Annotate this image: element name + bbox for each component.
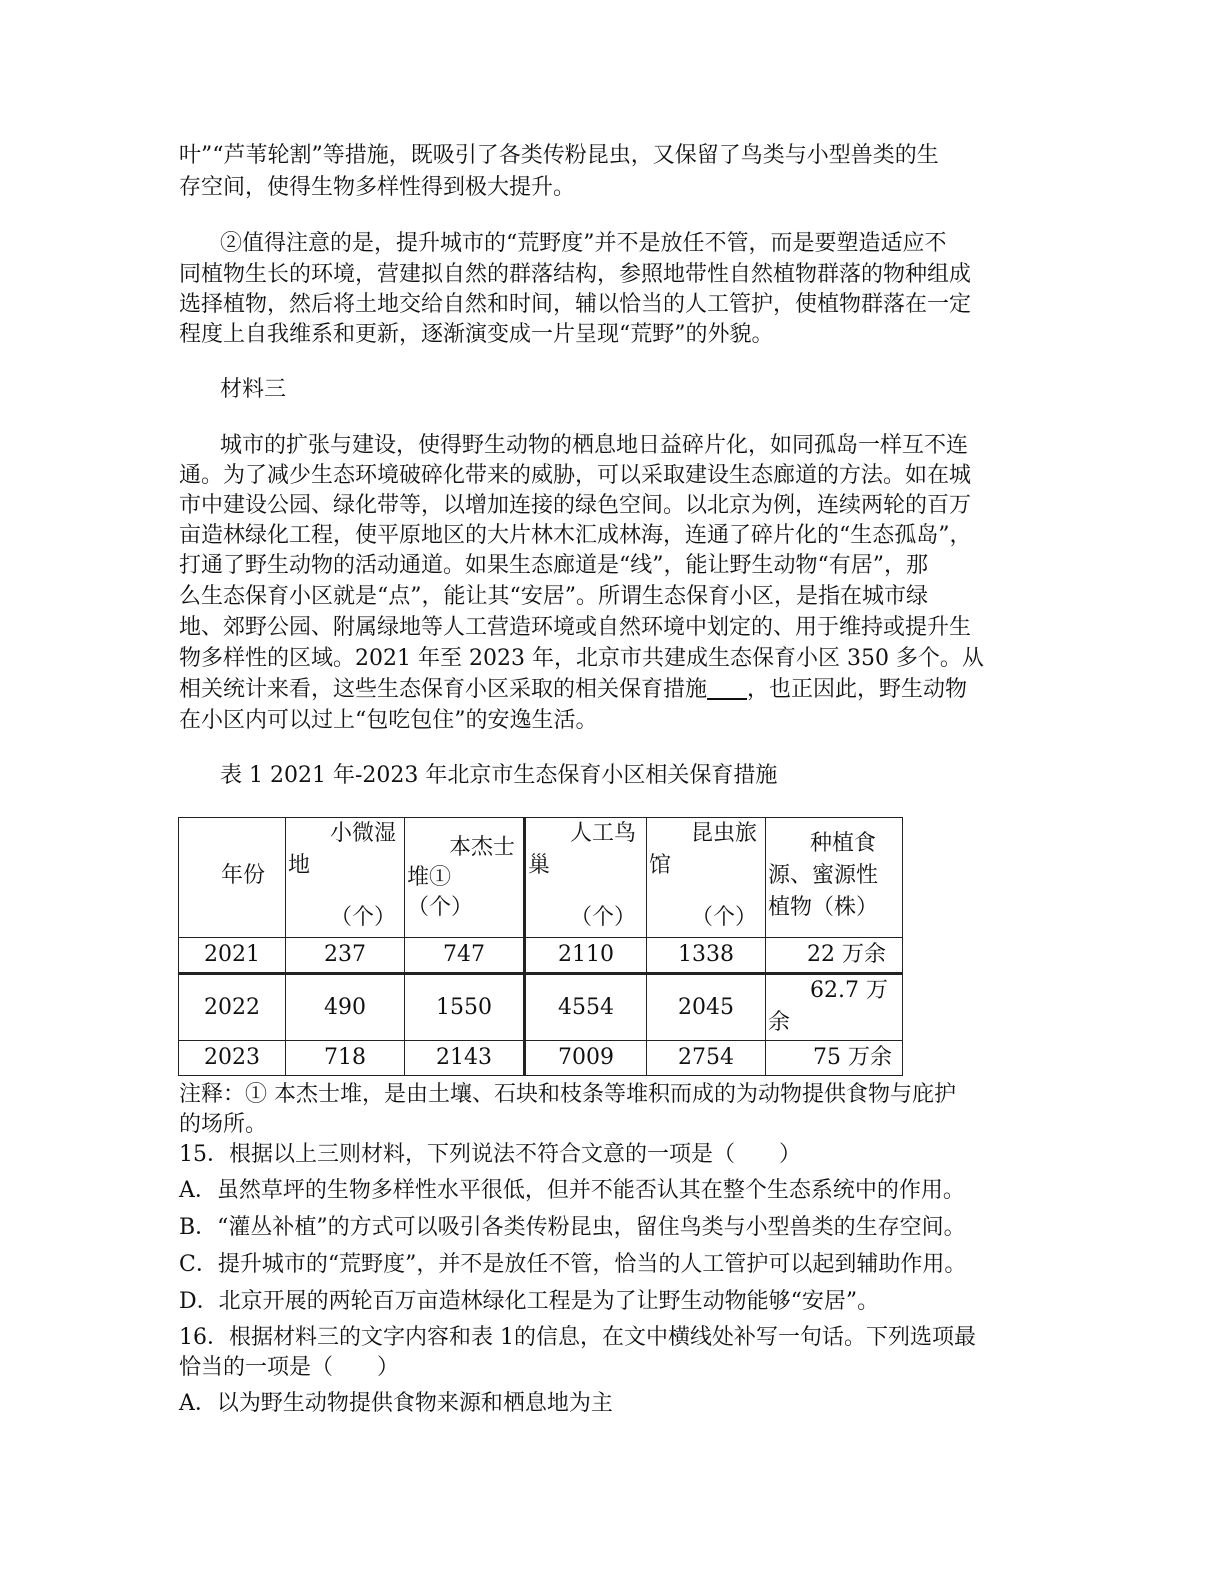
cell-insect: 1338	[678, 942, 734, 967]
paragraph-line: 地、郊野公园、附属绿地等人工营造环境或自然环境中划定的、用于维持或提升生	[179, 615, 972, 640]
header-insect: 馆	[649, 853, 672, 878]
table-caption: 表 1 2021 年-2023 年北京市生态保育小区相关保育措施	[220, 763, 778, 788]
cell-nest: 2110	[558, 942, 614, 967]
question-15-option-b: B．“灌丛补植”的方式可以吸引各类传粉昆虫，留住鸟类与小型兽类的生存空间。	[179, 1215, 966, 1240]
paragraph-text: ，也正因此，野生动物	[747, 677, 968, 702]
paragraph-text: 相关统计来看，这些生态保育小区采取的相关保育措施	[179, 677, 708, 702]
header-nest: 人工鸟	[570, 821, 637, 846]
header-plant: 植物（株）	[768, 895, 879, 920]
fill-in-blank	[707, 676, 747, 700]
cell-plant: 22 万余	[807, 942, 886, 967]
question-15-option-c: C．提升城市的“荒野度”，并不是放任不管，恰当的人工管护可以起到辅助作用。	[179, 1252, 967, 1277]
header-year: 年份	[221, 863, 266, 888]
cell-year: 2022	[204, 994, 260, 1020]
cell-wetland: 718	[324, 1045, 366, 1070]
paragraph-line: 物多样性的区域。2021 年至 2023 年，北京市共建成生态保育小区 350 多个。从	[179, 646, 984, 671]
paragraph-line: 打通了野生动物的活动通道。如果生态廊道是“线”，能让野生动物“有居”，那	[179, 553, 928, 578]
cell-wetland: 237	[324, 942, 366, 967]
header-unit: （个）	[570, 905, 637, 930]
cell-year: 2021	[204, 942, 260, 967]
header-bentjes: 本杰士	[449, 835, 516, 860]
header-wetland: 地	[288, 853, 311, 878]
question-16-stem: 恰当的一项是（ ）	[179, 1355, 400, 1380]
paragraph-line: 么生态保育小区就是“点”，能让其“安居”。所谓生态保育小区，是指在城市绿	[179, 584, 928, 609]
table-row	[179, 974, 903, 1041]
paragraph-line: 程度上自我维系和更新，逐渐演变成一片呈现“荒野”的外貌。	[179, 322, 774, 347]
header-plant: 种植食	[810, 831, 877, 856]
cell-nest: 7009	[558, 1045, 614, 1070]
cell-nest: 4554	[558, 994, 614, 1020]
cell-bentjes: 747	[443, 942, 485, 967]
question-15-stem: 15．根据以上三则材料，下列说法不符合文意的一项是（ ）	[179, 1142, 801, 1167]
cell-bentjes: 1550	[436, 994, 492, 1020]
header-wetland: 小微湿	[330, 821, 397, 846]
paragraph-line: 市中建设公园、绿化带等，以增加连接的绿色空间。以北京为例，连续两轮的百万	[179, 493, 972, 518]
table-row	[179, 938, 903, 974]
table-row	[179, 1041, 903, 1076]
paragraph-line: 选择植物，然后将土地交给自然和时间，辅以恰当的人工管护，使植物群落在一定	[179, 292, 972, 317]
paragraph-line-with-blank	[179, 676, 1059, 704]
section-heading: 材料三	[220, 377, 287, 402]
question-15-option-a: A．虽然草坪的生物多样性水平很低，但并不能否认其在整个生态系统中的作用。	[179, 1178, 965, 1203]
header-unit: （个）	[407, 895, 474, 920]
cell-insect: 2045	[678, 994, 734, 1020]
paragraph-line: 叶”“芦苇轮割”等措施，既吸引了各类传粉昆虫，又保留了鸟类与小型兽类的生	[179, 143, 939, 168]
cell-plant: 余	[768, 1010, 791, 1035]
paragraph-line: 通。为了减少生态环境破碎化带来的威胁，可以采取建设生态廊道的方法。如在城	[179, 463, 972, 488]
cell-wetland: 490	[324, 994, 366, 1020]
paragraph-line: 城市的扩张与建设，使得野生动物的栖息地日益碎片化，如同孤岛一样互不连	[220, 433, 969, 458]
question-16-option-a: A．以为野生动物提供食物来源和栖息地为主	[179, 1391, 613, 1416]
table-header-row	[179, 818, 903, 938]
table-note: 注释：① 本杰士堆，是由土壤、石块和枝条等堆积而成的为动物提供食物与庇护	[179, 1082, 956, 1107]
paragraph-line: 同植物生长的环境，营建拟自然的群落结构，参照地带性自然植物群落的物种组成	[179, 262, 972, 287]
cell-year: 2023	[204, 1045, 260, 1070]
cell-insect: 2754	[678, 1045, 734, 1070]
cell-plant: 62.7 万	[810, 978, 888, 1003]
paragraph-line: ②值得注意的是，提升城市的“荒野度”并不是放任不管，而是要塑造适应不	[220, 231, 947, 256]
header-unit: （个）	[691, 905, 758, 930]
cell-plant: 75 万余	[813, 1045, 892, 1070]
question-15-option-d: D．北京开展的两轮百万亩造林绿化工程是为了让野生动物能够“安居”。	[179, 1289, 880, 1314]
paragraph-line: 在小区内可以过上“包吃包住”的安逸生活。	[179, 708, 598, 733]
header-bentjes: 堆①	[407, 865, 452, 890]
header-plant: 源、蜜源性	[768, 863, 879, 888]
paragraph-line: 存空间，使得生物多样性得到极大提升。	[179, 175, 576, 200]
cell-bentjes: 2143	[436, 1045, 492, 1070]
measures-table	[178, 817, 903, 1076]
header-insect: 昆虫旅	[691, 821, 758, 846]
paragraph-line: 亩造林绿化工程，使平原地区的大片林木汇成林海，连通了碎片化的“生态孤岛”，	[179, 523, 972, 548]
header-nest: 巢	[528, 853, 551, 878]
header-unit: （个）	[330, 905, 397, 930]
table-note: 的场所。	[179, 1112, 268, 1137]
question-16-stem: 16．根据材料三的文字内容和表 1的信息，在文中横线处补写一句话。下列选项最	[179, 1325, 976, 1350]
